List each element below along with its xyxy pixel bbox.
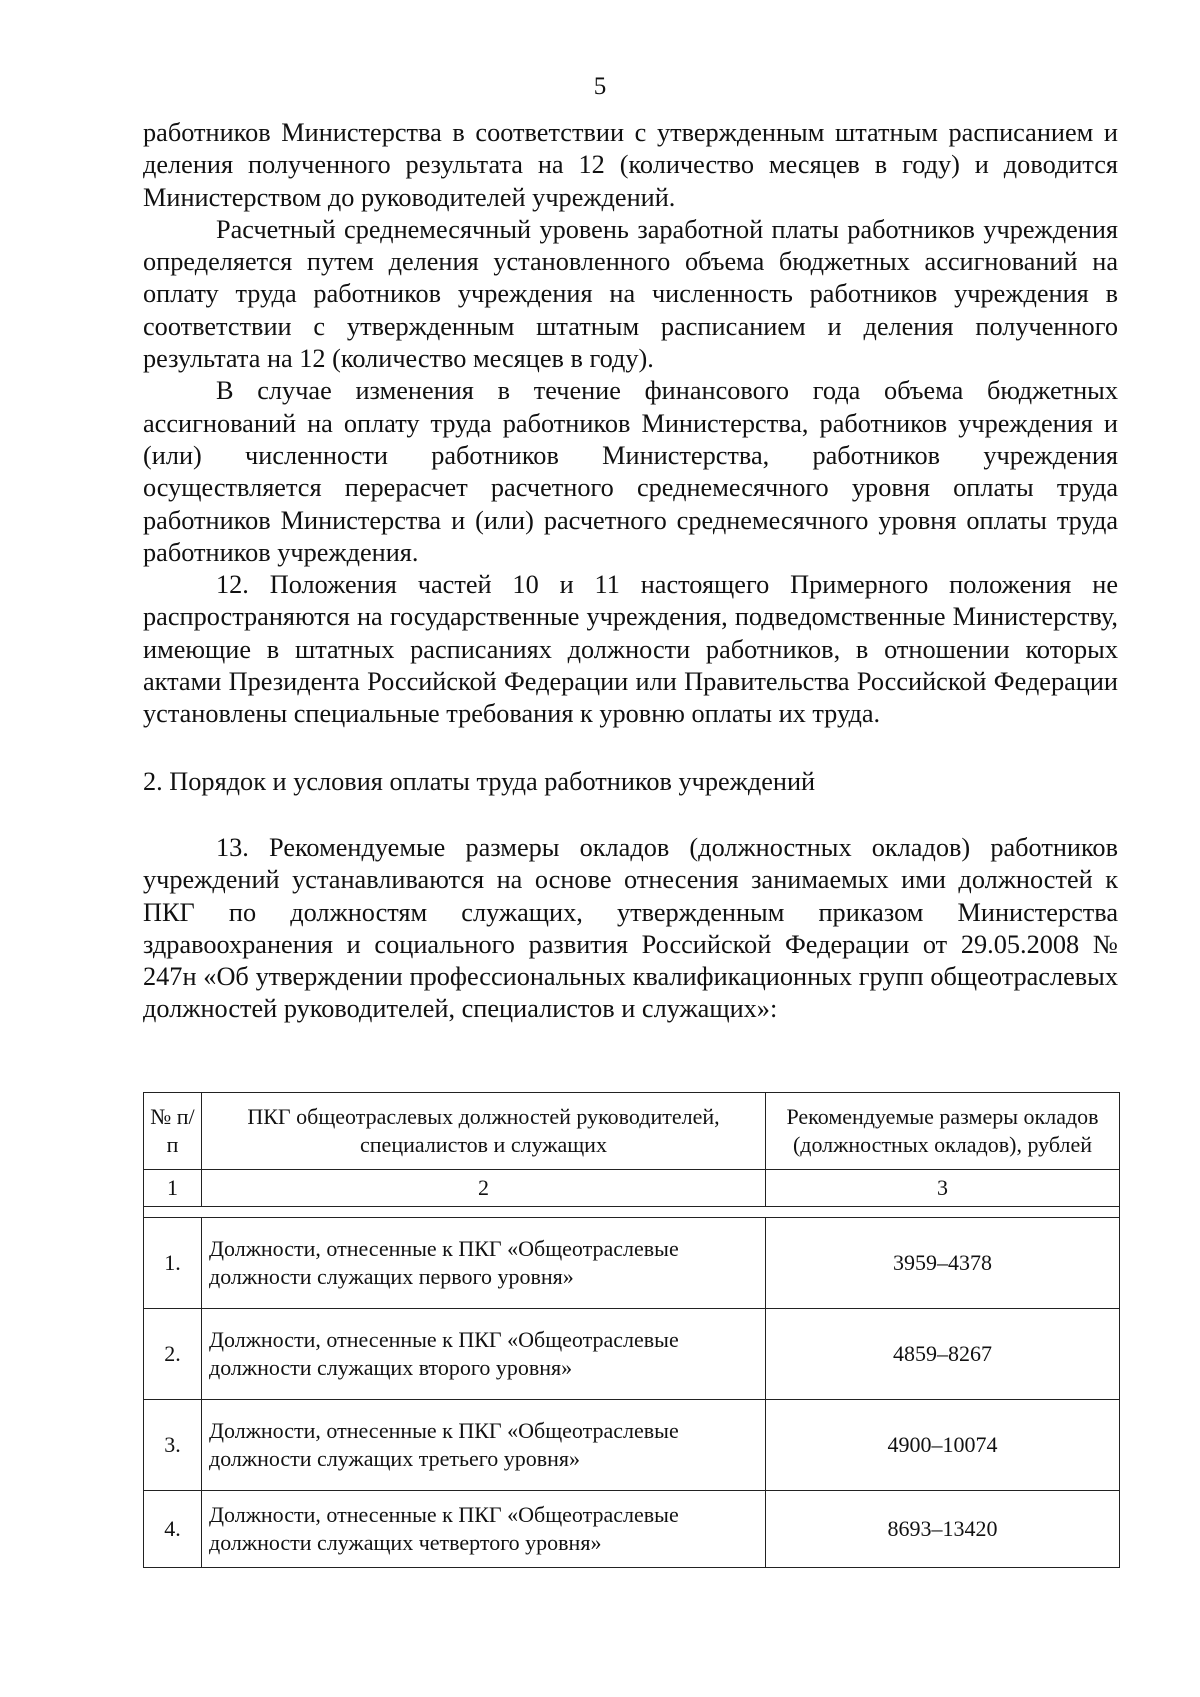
column-number-2: 2 (202, 1170, 766, 1207)
document-body (143, 117, 1118, 1026)
row-pkg-name: Должности, отнесенные к ПКГ «Общеотраслевые должности служащих третьего уровня» (202, 1400, 766, 1491)
row-number: 3. (144, 1400, 202, 1491)
table-spacer (144, 1207, 1120, 1218)
table-row (144, 1400, 1120, 1491)
table-row (144, 1218, 1120, 1309)
paragraph-continuation: работников Министерства в соответствии с утвержденным штатным расписанием и деления полученного результата на 12 (количество месяцев в году) и доводится Министерством до руководителей учреждений. (143, 118, 1118, 212)
header-number: № п/п (144, 1093, 202, 1170)
header-pkg: ПКГ общеотраслевых должностей руководителей, специалистов и служащих (202, 1093, 766, 1170)
row-number: 1. (144, 1218, 202, 1309)
column-number-3: 3 (766, 1170, 1120, 1207)
column-number-1: 1 (144, 1170, 202, 1207)
header-salary: Рекомендуемые размеры окладов (должностных окладов), рублей (766, 1093, 1120, 1170)
table-spacer-row (144, 1207, 1120, 1218)
paragraph-12: 12. Положения частей 10 и 11 настоящего Примерного положения не распространяются на государственные учреждения, подведомственные Министерству, имеющие в штатных расписаниях должности работников, в отношении которых актами Президента Российской Федерации или Правительства Российской Федерации установлены специальные требования к уровню оплаты их труда. (143, 570, 1118, 729)
row-number: 4. (144, 1491, 202, 1568)
table-column-numbers-row (144, 1170, 1120, 1207)
row-salary: 3959–4378 (766, 1218, 1120, 1309)
table-header-row (144, 1093, 1120, 1170)
section-heading: 2. Порядок и условия оплаты труда работников учреждений (143, 766, 816, 796)
salary-table (143, 1092, 1120, 1568)
row-pkg-name: Должности, отнесенные к ПКГ «Общеотраслевые должности служащих второго уровня» (202, 1309, 766, 1400)
row-pkg-name: Должности, отнесенные к ПКГ «Общеотраслевые должности служащих первого уровня» (202, 1218, 766, 1309)
table-row (144, 1491, 1120, 1568)
row-salary: 4859–8267 (766, 1309, 1120, 1400)
paragraph-recalculation: В случае изменения в течение финансового года объема бюджетных ассигнований на оплату труда работников Министерства, работников учреждения и (или) численности работников Министерства, работников учреждения осуществляется перерасчет расчетного среднемесячного уровня оплаты труда работников Министерства и (или) расчетного среднемесячного уровня оплаты труда работников учреждения. (143, 376, 1118, 567)
table-row (144, 1309, 1120, 1400)
paragraph-average-salary: Расчетный среднемесячный уровень заработной платы работников учреждения определяется путем деления установленного объема бюджетных ассигнований на оплату труда работников учреждения на численность работников учреждения в соответствии с утвержденным штатным расписанием и деления полученного результата на 12 (количество месяцев в году). (143, 214, 1118, 374)
row-salary: 8693–13420 (766, 1491, 1120, 1568)
page-number: 5 (593, 73, 607, 100)
row-salary: 4900–10074 (766, 1400, 1120, 1491)
paragraph-13: 13. Рекомендуемые размеры окладов (должностных окладов) работников учреждений устанавливаются на основе отнесения занимаемых ими должностей к ПКГ по должностям служащих, утвержденным приказом Министерства здравоохранения и социального развития Российской Федерации от 29.05.2008 № 247н «Об утверждении профессиональных квалификационных групп общеотраслевых должностей руководителей, специалистов и служащих»: (143, 832, 1118, 1024)
row-number: 2. (144, 1309, 202, 1400)
row-pkg-name: Должности, отнесенные к ПКГ «Общеотраслевые должности служащих четвертого уровня» (202, 1491, 766, 1568)
